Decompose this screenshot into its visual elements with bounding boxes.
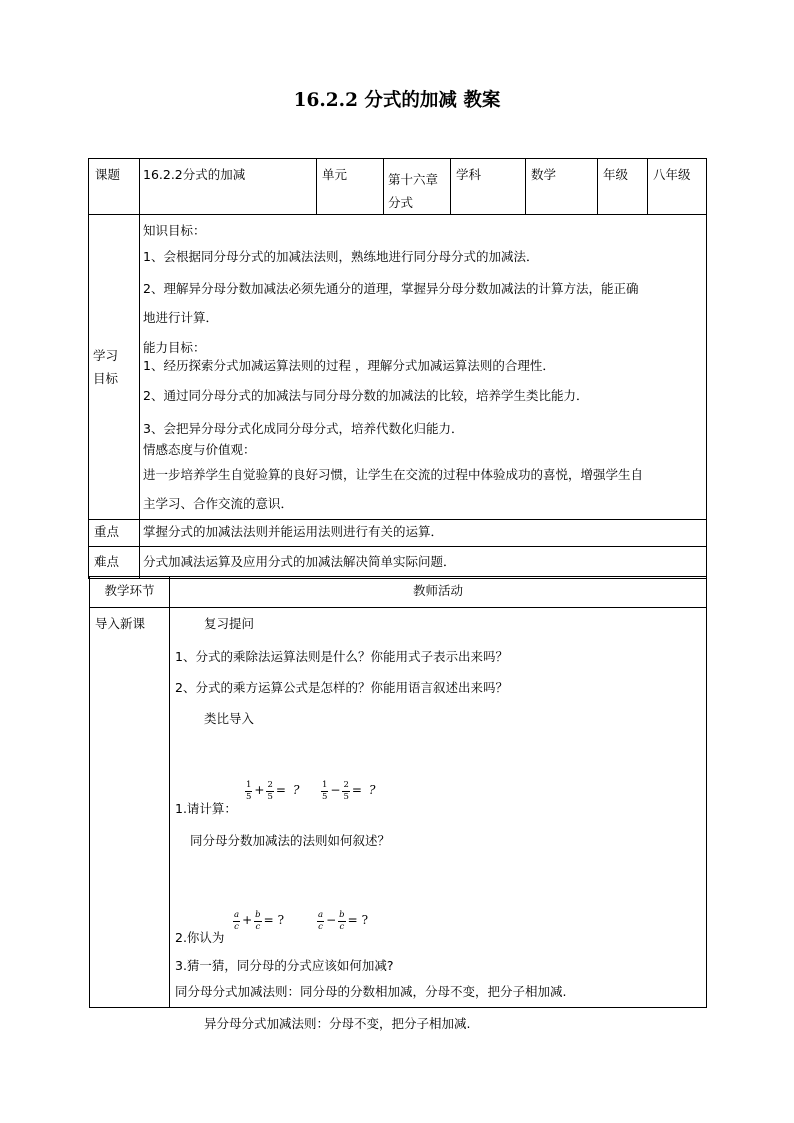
unit-value-line1: 第十六章 xyxy=(388,172,439,187)
key-point-label: 重点 xyxy=(94,524,120,539)
lesson-info-table xyxy=(88,158,707,579)
teaching-activity-table xyxy=(89,576,707,1031)
question-2: 2、分式的乘方运算公式是怎样的？你能用语言叙述出来吗？ xyxy=(175,680,508,695)
guess-prompt: 3.猜一猜，同分母的分式应该如何加减? xyxy=(175,958,394,973)
grade-value: 八年级 xyxy=(653,167,691,182)
objective-line: 能力目标： xyxy=(143,340,206,355)
section-label: 导入新课 xyxy=(95,616,146,631)
info-row xyxy=(89,159,707,215)
grade-label: 年级 xyxy=(603,167,629,182)
difficulty-label: 难点 xyxy=(94,554,120,569)
question-1: 1、分式的乘除法运算法则是什么？你能用式子表示出来吗？ xyxy=(175,649,508,664)
objectives-content xyxy=(140,215,707,520)
subject-label: 学科 xyxy=(456,167,482,182)
difficulty-text: 分式加减法运算及应用分式的加减法解决简单实际问题． xyxy=(143,554,456,569)
topic-value: 16.2.2分式的加减 xyxy=(143,167,246,182)
activity-content xyxy=(170,608,707,1031)
activity-header-row xyxy=(90,577,707,608)
unit-label: 单元 xyxy=(322,167,348,182)
analogy-heading: 类比导入 xyxy=(204,711,255,726)
objectives-label-line2: 目标 xyxy=(93,371,119,386)
objective-line: 情感态度与价值观： xyxy=(143,442,256,457)
subject-value: 数学 xyxy=(531,167,557,182)
objective-line: 1、会根据同分母分式的加减法法则，熟练地进行同分母分式的加减法． xyxy=(143,249,539,264)
key-point-row xyxy=(89,520,707,547)
fraction-expression-sum: $\frac{1}{5}$ + $\frac{2}{5}$ = ? xyxy=(246,780,300,802)
unit-value-line2: 分式 xyxy=(388,195,414,210)
fraction-expression-difference: $\frac{1}{5}$ − $\frac{2}{5}$ = ? xyxy=(322,780,376,802)
objective-line: 地进行计算． xyxy=(143,310,219,325)
think-label: 2.你认为 xyxy=(175,930,225,945)
objectives-row xyxy=(89,215,707,520)
objective-line: 1、经历探索分式加减运算法则的过程 ，理解分式加减运算法则的合理性． xyxy=(143,358,555,373)
objective-line: 知识目标： xyxy=(143,223,206,238)
rule-question: 同分母分数加减法的法则如何叙述？ xyxy=(190,833,391,848)
page-title: 16.2.2 分式的加减 教案 xyxy=(293,90,501,111)
rule-same-denominator: 同分母分式加减法则：同分母的分数相加减，分母不变，把分子相加减. xyxy=(175,984,567,999)
objectives-label-line1: 学习 xyxy=(93,348,119,363)
col-header-stage: 教学环节 xyxy=(104,583,155,598)
letter-expression-sum: $\frac{a}{c}$ + $\frac{b}{c}$ = ? xyxy=(234,910,285,932)
objective-line: 3、会把异分母分式化成同分母分式，培养代数化归能力． xyxy=(143,421,464,436)
objective-line: 2、通过同分母分式的加减法与同分母分数的加减法的比较，培养学生类比能力． xyxy=(143,388,589,403)
objective-line: 进一步培养学生自觉验算的良好习惯，让学生在交流的过程中体验成功的喜悦，增强学生自 xyxy=(143,467,644,482)
difficulty-row xyxy=(89,547,707,579)
topic-label: 课题 xyxy=(95,167,121,182)
activity-row xyxy=(90,608,707,1008)
key-point-text: 掌握分式的加减法法则并能运用法则进行有关的运算． xyxy=(143,524,444,539)
objective-line: 主学习、合作交流的意识． xyxy=(143,496,294,511)
letter-expression-difference: $\frac{a}{c}$ − $\frac{b}{c}$ = ? xyxy=(318,910,369,932)
col-header-teacher: 教师活动 xyxy=(412,583,463,598)
rule-different-denominator: 异分母分式加减法则：分母不变，把分子相加减. xyxy=(204,1016,471,1031)
review-heading: 复习提问 xyxy=(204,616,255,631)
calc-label: 1.请计算： xyxy=(175,801,237,816)
objective-line: 2、理解异分母分数加减法必须先通分的道理，掌握异分母分数加减法的计算方法，能正确 xyxy=(143,281,639,296)
